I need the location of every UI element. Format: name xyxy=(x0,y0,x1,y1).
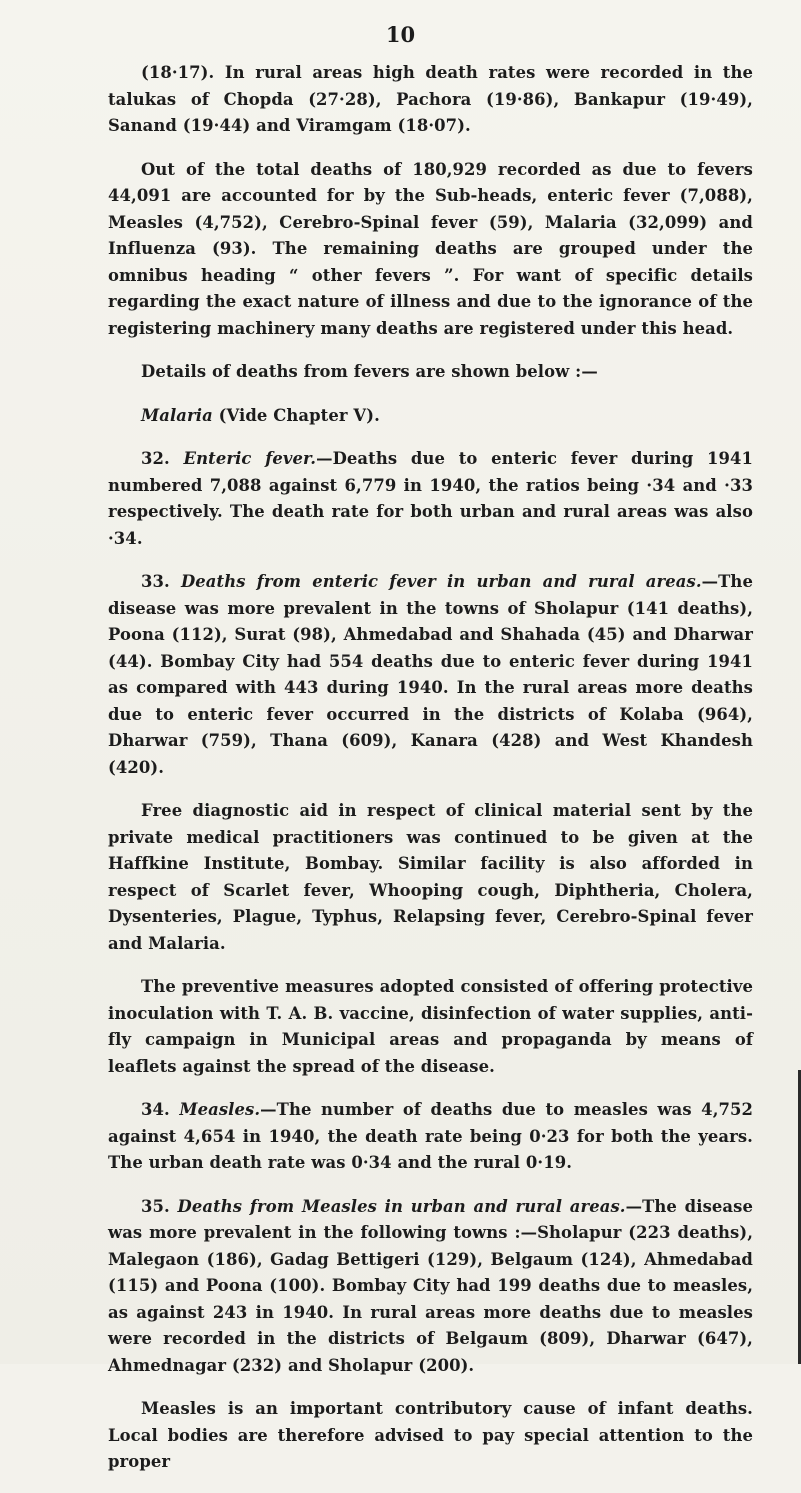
section-heading-enteric-urban-rural: Deaths from enteric fever in urban and rural areas. xyxy=(180,572,702,591)
paragraph-details-intro xyxy=(108,359,753,386)
paragraph-fever-deaths-total xyxy=(108,157,753,343)
paragraph-text: (18·17). In rural areas high death rates were recorded in the talukas of Chopda (27·28), Pachora (19·86), Bankapur (19·49), Sanand (19·44) and Viramgam (18·07). xyxy=(108,63,753,135)
section-number: 33. xyxy=(141,572,181,591)
section-heading-enteric-fever: Enteric fever. xyxy=(183,449,317,468)
paragraph-measles-infant-deaths xyxy=(108,1396,753,1476)
paragraph-text: Measles is an important contributory cause of infant deaths. Local bodies are therefore advised to pay special attention to the proper xyxy=(108,1399,753,1471)
paragraph-33-enteric-urban-rural xyxy=(108,569,753,781)
paragraph-34-measles xyxy=(108,1097,753,1177)
page-number: 10 xyxy=(385,22,416,47)
paragraph-32-enteric-fever xyxy=(108,446,753,552)
paragraph-diagnostic-aid xyxy=(108,798,753,957)
paragraph-preventive-measures xyxy=(108,974,753,1080)
paragraph-malaria-reference xyxy=(108,403,753,430)
paragraph-35-measles-urban-rural xyxy=(108,1194,753,1380)
section-number: 34. xyxy=(141,1100,180,1119)
section-heading-measles: Measles. xyxy=(179,1100,261,1119)
paragraph-text: —The disease was more prevalent in the following towns :—Sholapur (223 deaths), Malegaon (186), Gadag Bettigeri (129), Belgaum (124), Ahmedabad (115) and Poona (100). Bombay City had 199 deaths due to measles, as against 243 in 1940. In rural areas more deaths due to measles were recorded in the districts of Belgaum (809), Dharwar (647), Ahmednagar (232) and Sholapur (200). xyxy=(108,1196,753,1375)
paragraph-rural-death-rates xyxy=(108,60,753,140)
paragraph-text: —The number of deaths due to measles was 4,752 against 4,654 in 1940, the death rate being 0·23 for both the years. The urban death rate was 0·34 and the rural 0·19. xyxy=(108,1100,754,1172)
paragraph-text: Details of deaths from fevers are shown below :— xyxy=(141,362,598,381)
paragraph-text: —Deaths due to enteric fever during 1941 numbered 7,088 against 6,779 in 1940, the ratios being ·34 and ·33 respectively. The death rate for both urban and rural areas was also ·34. xyxy=(108,449,754,548)
section-number: 35. xyxy=(141,1196,178,1216)
page-body xyxy=(108,60,753,1493)
section-heading-malaria: Malaria xyxy=(141,405,213,425)
paragraph-text: The preventive measures adopted consisted of offering protective inoculation with T. A. B. vaccine, disinfection of water supplies, anti-fly campaign in Municipal areas and propaganda by means of leaflets against the spread of the disease. xyxy=(108,977,753,1076)
paragraph-text: (Vide Chapter V). xyxy=(212,405,380,425)
section-number: 32. xyxy=(141,449,184,468)
section-heading-measles-urban-rural: Deaths from Measles in urban and rural areas. xyxy=(177,1196,626,1216)
paragraph-text: Out of the total deaths of 180,929 recorded as due to fevers 44,091 are accounted for by the Sub-heads, enteric fever (7,088), Measles (4,752), Cerebro-Spinal fever (59), Malaria (32,099) and Influenza (93). The remaining deaths are grouped under the omnibus heading “ other fevers ”. For want of specific details regarding the exact nature of illness and due to the ignorance of the registering machinery many deaths are registered under this head. xyxy=(108,159,753,338)
paragraph-text: Free diagnostic aid in respect of clinical material sent by the private medical practitioners was continued to be given at the Haffkine Institute, Bombay. Similar facility is also afforded in respect of Scarlet fever, Whooping cough, Diphtheria, Cholera, Dysenteries, Plague, Typhus, Relapsing fever, Cerebro-Spinal fever and Malaria. xyxy=(108,801,753,953)
paragraph-text: —The disease was more prevalent in the towns of Sholapur (141 deaths), Poona (112), Surat (98), Ahmedabad and Shahada (45) and Dharwar (44). Bombay City had 554 deaths due to enteric fever during 1941 as compared with 443 during 1940. In the rural areas more deaths due to enteric fever occurred in the districts of Kolaba (964), Dharwar (759), Thana (609), Kanara (428) and West Khandesh (420). xyxy=(108,572,753,777)
